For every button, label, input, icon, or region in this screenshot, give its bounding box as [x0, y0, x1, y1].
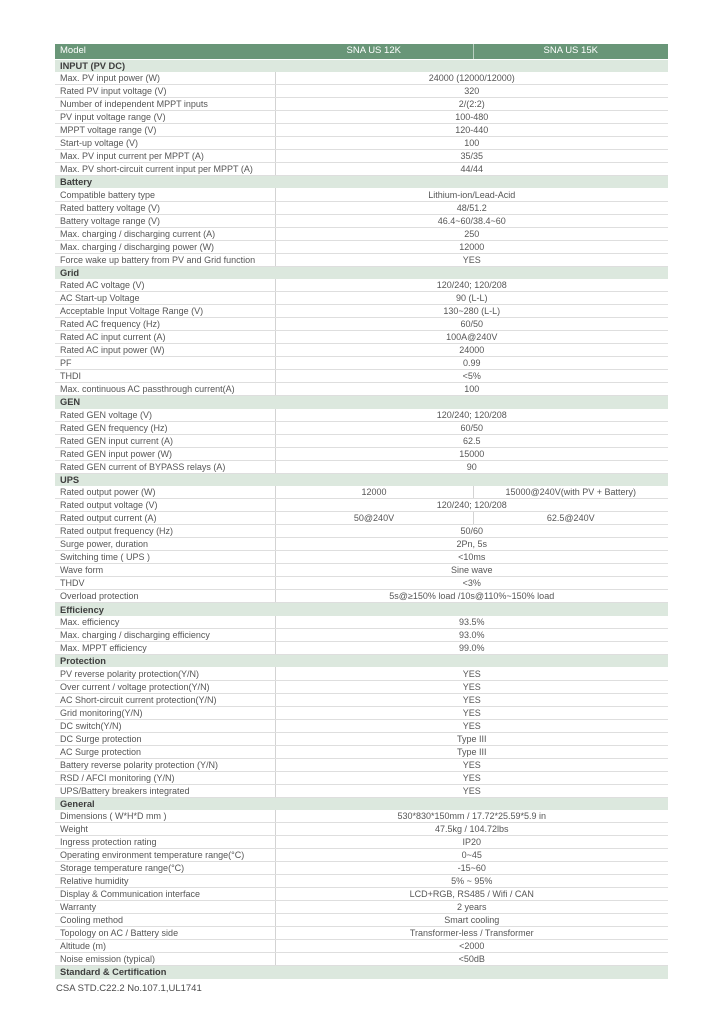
spec-value: 120/240; 120/208 — [275, 409, 668, 422]
spec-value: 0.99 — [275, 357, 668, 370]
spec-label: Rated PV input voltage (V) — [55, 85, 275, 98]
spec-value: 120/240; 120/208 — [275, 279, 668, 292]
spec-row — [55, 486, 668, 499]
spec-row — [55, 836, 668, 849]
spec-row — [55, 564, 668, 577]
spec-value: <2000 — [275, 940, 668, 953]
spec-row — [55, 227, 668, 240]
spec-label: Rated output current (A) — [55, 512, 275, 525]
spec-label: Rated AC voltage (V) — [55, 279, 275, 292]
section-row-grid — [55, 266, 668, 279]
spec-label: Switching time ( UPS ) — [55, 551, 275, 564]
spec-label: Rated GEN frequency (Hz) — [55, 421, 275, 434]
spec-row — [55, 745, 668, 758]
spec-value: YES — [275, 667, 668, 680]
spec-value: 12000 — [275, 486, 473, 499]
spec-value: 530*830*150mm / 17.72*25.59*5.9 in — [275, 810, 668, 823]
spec-row — [55, 732, 668, 745]
spec-value: YES — [275, 758, 668, 771]
spec-row — [55, 667, 668, 680]
spec-value: 2Pn, 5s — [275, 538, 668, 551]
spec-value: Type III — [275, 745, 668, 758]
spec-row — [55, 940, 668, 953]
section-title: Grid — [55, 266, 668, 279]
spec-label: Force wake up battery from PV and Grid function — [55, 253, 275, 266]
spec-value: 50@240V — [275, 512, 473, 525]
spec-row — [55, 810, 668, 823]
spec-label: Max. continuous AC passthrough current(A) — [55, 383, 275, 396]
spec-value: 24000 (12000/12000) — [275, 72, 668, 85]
spec-value: <5% — [275, 370, 668, 383]
spec-value: YES — [275, 719, 668, 732]
spec-value: 2 years — [275, 901, 668, 914]
spec-row — [55, 771, 668, 784]
spec-row — [55, 629, 668, 642]
spec-row — [55, 85, 668, 98]
spec-row — [55, 292, 668, 305]
model-header-row — [55, 44, 668, 59]
spec-row — [55, 409, 668, 422]
section-row-gen — [55, 396, 668, 409]
spec-value: 93.0% — [275, 629, 668, 642]
spec-row — [55, 849, 668, 862]
spec-row — [55, 875, 668, 888]
spec-label: DC switch(Y/N) — [55, 719, 275, 732]
spec-label: Battery voltage range (V) — [55, 214, 275, 227]
spec-row — [55, 124, 668, 137]
spec-value: 24000 — [275, 344, 668, 357]
certification-note: CSA STD.C22.2 No.107.1,UL1741 — [56, 982, 202, 994]
spec-value: 50/60 — [275, 525, 668, 538]
spec-row — [55, 914, 668, 927]
spec-row — [55, 201, 668, 214]
spec-row — [55, 862, 668, 875]
spec-row — [55, 693, 668, 706]
spec-label: THDV — [55, 577, 275, 590]
spec-label: Ingress protection rating — [55, 836, 275, 849]
spec-value: YES — [275, 706, 668, 719]
spec-value: 90 (L-L) — [275, 292, 668, 305]
spec-label: Rated battery voltage (V) — [55, 201, 275, 214]
spec-row — [55, 98, 668, 111]
spec-label: Topology on AC / Battery side — [55, 927, 275, 940]
spec-label: Acceptable Input Voltage Range (V) — [55, 305, 275, 318]
spec-label: Overload protection — [55, 590, 275, 603]
spec-value: <10ms — [275, 551, 668, 564]
section-title: General — [55, 797, 668, 810]
spec-value: Transformer-less / Transformer — [275, 927, 668, 940]
spec-label: Rated AC frequency (Hz) — [55, 318, 275, 331]
spec-row — [55, 137, 668, 150]
spec-label: Start-up voltage (V) — [55, 137, 275, 150]
spec-table — [55, 44, 668, 979]
spec-value: 12000 — [275, 240, 668, 253]
spec-label: Max. PV short-circuit current input per MPPT (A) — [55, 163, 275, 176]
spec-value: Type III — [275, 732, 668, 745]
spec-row — [55, 344, 668, 357]
spec-label: Altitude (m) — [55, 940, 275, 953]
spec-label: DC Surge protection — [55, 732, 275, 745]
section-row-protection — [55, 655, 668, 668]
spec-value: 44/44 — [275, 163, 668, 176]
column-header-sna-us-15k: SNA US 15K — [473, 44, 668, 59]
spec-label: Max. charging / discharging current (A) — [55, 227, 275, 240]
spec-value: -15~60 — [275, 862, 668, 875]
spec-label: Warranty — [55, 901, 275, 914]
spec-row — [55, 758, 668, 771]
spec-label: Rated AC input current (A) — [55, 331, 275, 344]
spec-row — [55, 240, 668, 253]
section-title: GEN — [55, 396, 668, 409]
spec-row — [55, 953, 668, 966]
spec-row — [55, 331, 668, 344]
spec-row — [55, 525, 668, 538]
column-header-sna-us-12k: SNA US 12K — [275, 44, 473, 59]
spec-label: UPS/Battery breakers integrated — [55, 784, 275, 797]
spec-label: MPPT voltage range (V) — [55, 124, 275, 137]
spec-label: Weight — [55, 823, 275, 836]
spec-label: Rated output frequency (Hz) — [55, 525, 275, 538]
spec-label: Cooling method — [55, 914, 275, 927]
spec-value: 46.4~60/38.4~60 — [275, 214, 668, 227]
spec-value: 250 — [275, 227, 668, 240]
spec-row — [55, 163, 668, 176]
spec-value: 5% ~ 95% — [275, 875, 668, 888]
spec-value: YES — [275, 693, 668, 706]
spec-row — [55, 642, 668, 655]
spec-row — [55, 538, 668, 551]
spec-row — [55, 784, 668, 797]
spec-row — [55, 499, 668, 512]
model-column-header: Model — [55, 44, 275, 59]
spec-row — [55, 616, 668, 629]
section-title: INPUT (PV DC) — [55, 59, 668, 72]
spec-row — [55, 188, 668, 201]
spec-label: Max. PV input power (W) — [55, 72, 275, 85]
section-row-efficiency — [55, 603, 668, 616]
spec-value: 130~280 (L-L) — [275, 305, 668, 318]
spec-label: Rated output power (W) — [55, 486, 275, 499]
spec-row — [55, 370, 668, 383]
section-row-input-pv-dc — [55, 59, 668, 72]
spec-value: 320 — [275, 85, 668, 98]
spec-row — [55, 72, 668, 85]
spec-value: IP20 — [275, 836, 668, 849]
spec-row — [55, 577, 668, 590]
section-title: Protection — [55, 655, 668, 668]
spec-value: 62.5 — [275, 434, 668, 447]
spec-value: LCD+RGB, RS485 / Wifi / CAN — [275, 888, 668, 901]
spec-value: 5s@≥150% load /10s@110%~150% load — [275, 590, 668, 603]
section-row-standard-certification — [55, 966, 668, 979]
spec-value: 120-440 — [275, 124, 668, 137]
spec-row — [55, 590, 668, 603]
spec-label: Max. PV input current per MPPT (A) — [55, 150, 275, 163]
spec-value: 100 — [275, 137, 668, 150]
spec-row — [55, 447, 668, 460]
spec-row — [55, 214, 668, 227]
section-title: Efficiency — [55, 603, 668, 616]
spec-row — [55, 111, 668, 124]
spec-value: 90 — [275, 460, 668, 473]
spec-label: Rated GEN input power (W) — [55, 447, 275, 460]
spec-value: 0~45 — [275, 849, 668, 862]
spec-label: Max. charging / discharging efficiency — [55, 629, 275, 642]
spec-row — [55, 706, 668, 719]
spec-label: Noise emission (typical) — [55, 953, 275, 966]
spec-value: 100 — [275, 383, 668, 396]
spec-value: 60/50 — [275, 421, 668, 434]
spec-row — [55, 512, 668, 525]
section-title: Standard & Certification — [55, 966, 668, 979]
spec-label: PV reverse polarity protection(Y/N) — [55, 667, 275, 680]
spec-row — [55, 305, 668, 318]
spec-value: YES — [275, 784, 668, 797]
spec-label: RSD / AFCI monitoring (Y/N) — [55, 771, 275, 784]
spec-label: PF — [55, 357, 275, 370]
spec-label: Max. MPPT efficiency — [55, 642, 275, 655]
spec-label: Max. charging / discharging power (W) — [55, 240, 275, 253]
spec-value: <3% — [275, 577, 668, 590]
spec-value: Lithium-ion/Lead-Acid — [275, 188, 668, 201]
spec-label: Rated AC input power (W) — [55, 344, 275, 357]
spec-row — [55, 823, 668, 836]
spec-value: <50dB — [275, 953, 668, 966]
spec-label: Battery reverse polarity protection (Y/N) — [55, 758, 275, 771]
spec-label: Rated output voltage (V) — [55, 499, 275, 512]
spec-value: 62.5@240V — [473, 512, 668, 525]
spec-row — [55, 680, 668, 693]
spec-label: Rated GEN input current (A) — [55, 434, 275, 447]
spec-value: 93.5% — [275, 616, 668, 629]
spec-value: YES — [275, 680, 668, 693]
spec-sheet-page — [55, 44, 668, 994]
spec-table-body — [55, 59, 668, 979]
spec-value: 120/240; 120/208 — [275, 499, 668, 512]
spec-value: 100A@240V — [275, 331, 668, 344]
spec-value: 47.5kg / 104.72lbs — [275, 823, 668, 836]
spec-row — [55, 421, 668, 434]
spec-row — [55, 719, 668, 732]
spec-label: Number of independent MPPT inputs — [55, 98, 275, 111]
spec-value: Sine wave — [275, 564, 668, 577]
spec-label: Rated GEN voltage (V) — [55, 409, 275, 422]
spec-row — [55, 150, 668, 163]
spec-row — [55, 460, 668, 473]
spec-value: 35/35 — [275, 150, 668, 163]
spec-value: 100-480 — [275, 111, 668, 124]
spec-label: AC Short-circuit current protection(Y/N) — [55, 693, 275, 706]
spec-value: 15000 — [275, 447, 668, 460]
spec-label: PV input voltage range (V) — [55, 111, 275, 124]
spec-label: Display & Communication interface — [55, 888, 275, 901]
spec-row — [55, 888, 668, 901]
spec-row — [55, 253, 668, 266]
spec-label: Relative humidity — [55, 875, 275, 888]
spec-label: Surge power, duration — [55, 538, 275, 551]
spec-label: AC Surge protection — [55, 745, 275, 758]
section-title: Battery — [55, 176, 668, 189]
section-row-battery — [55, 176, 668, 189]
spec-label: AC Start-up Voltage — [55, 292, 275, 305]
spec-row — [55, 434, 668, 447]
spec-row — [55, 927, 668, 940]
spec-label: Max. efficiency — [55, 616, 275, 629]
spec-row — [55, 383, 668, 396]
spec-label: Storage temperature range(°C) — [55, 862, 275, 875]
spec-label: Operating environment temperature range(°C) — [55, 849, 275, 862]
spec-value: Smart cooling — [275, 914, 668, 927]
spec-value: 99.0% — [275, 642, 668, 655]
spec-row — [55, 357, 668, 370]
spec-row — [55, 901, 668, 914]
spec-value: 60/50 — [275, 318, 668, 331]
section-row-general — [55, 797, 668, 810]
spec-label: Dimensions ( W*H*D mm ) — [55, 810, 275, 823]
spec-row — [55, 318, 668, 331]
spec-label: Grid monitoring(Y/N) — [55, 706, 275, 719]
spec-value: 15000@240V(with PV + Battery) — [473, 486, 668, 499]
spec-row — [55, 551, 668, 564]
spec-label: Compatible battery type — [55, 188, 275, 201]
section-row-ups — [55, 473, 668, 486]
spec-value: YES — [275, 771, 668, 784]
spec-label: THDI — [55, 370, 275, 383]
spec-value: 2/(2:2) — [275, 98, 668, 111]
section-title: UPS — [55, 473, 668, 486]
spec-row — [55, 279, 668, 292]
spec-value: 48/51.2 — [275, 201, 668, 214]
spec-label: Rated GEN current of BYPASS relays (A) — [55, 460, 275, 473]
spec-label: Over current / voltage protection(Y/N) — [55, 680, 275, 693]
spec-value: YES — [275, 253, 668, 266]
spec-label: Wave form — [55, 564, 275, 577]
